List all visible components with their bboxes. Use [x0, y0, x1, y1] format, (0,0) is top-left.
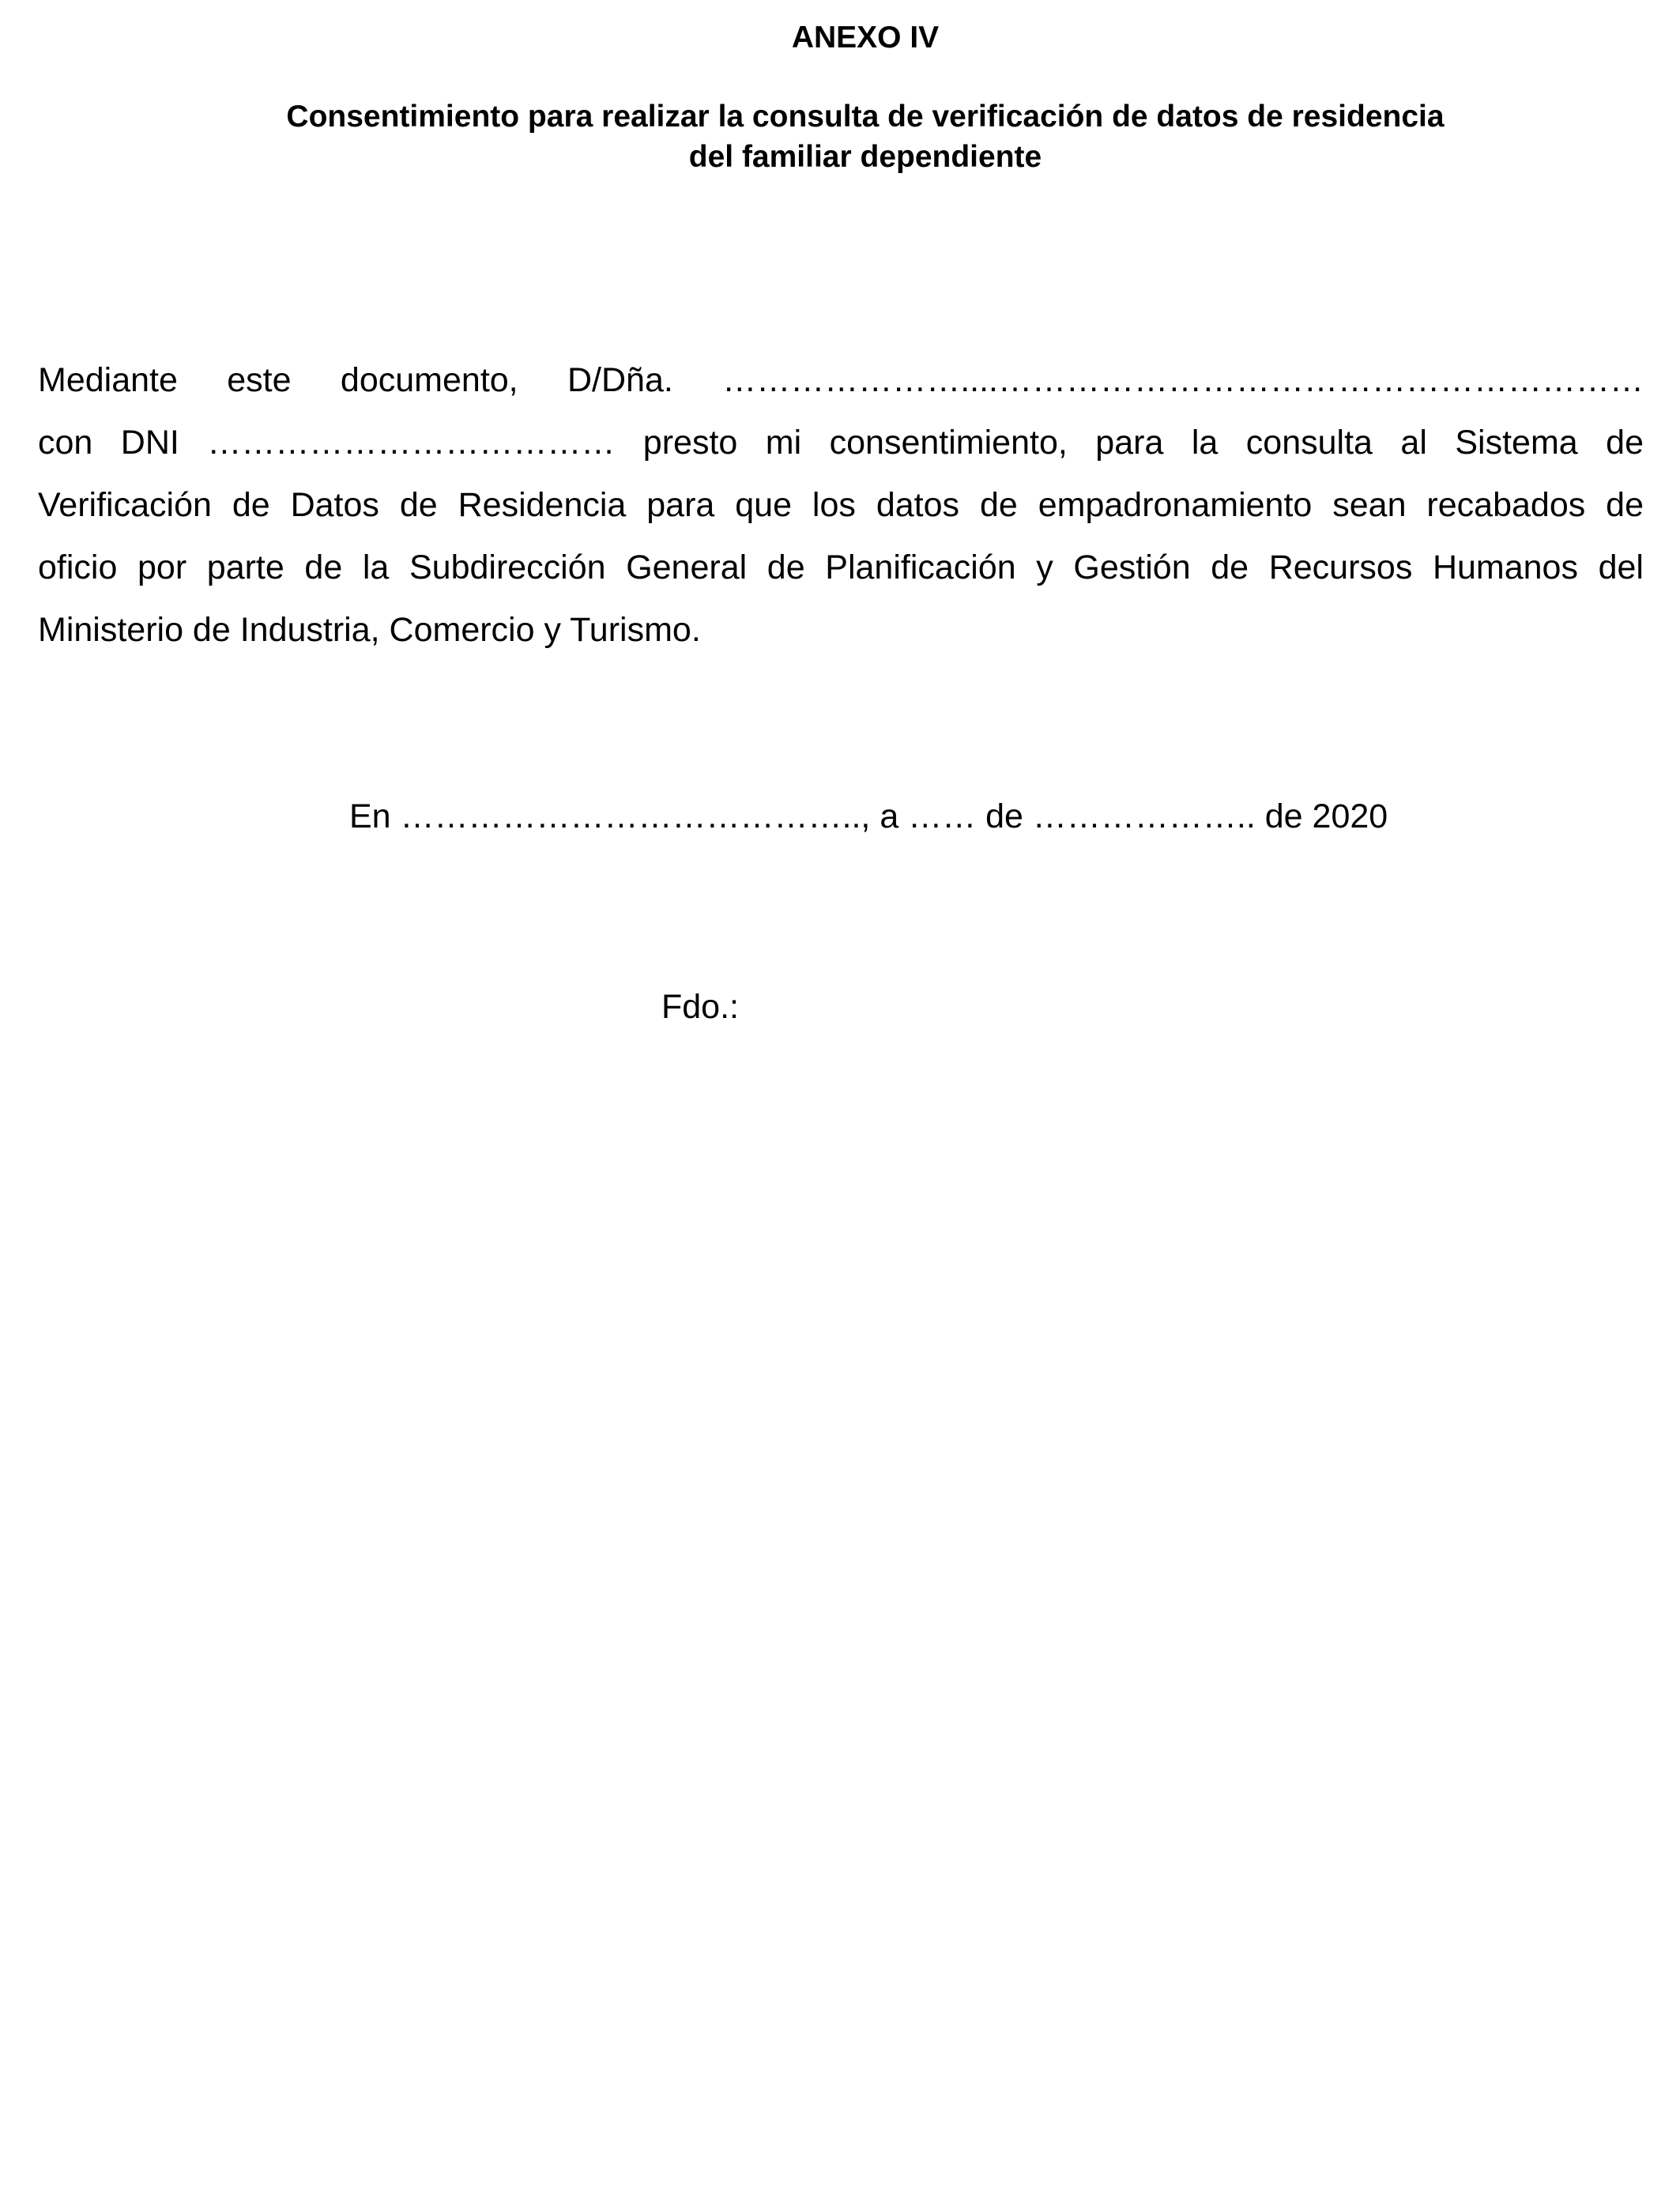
consent-paragraph: [38, 349, 1644, 662]
document-title-line-2: del familiar dependiente: [688, 140, 1042, 174]
consent-line-1: Mediante este documento, D/Dña. …………………....…………………………………………………: [38, 361, 1644, 399]
consent-line-5: Ministerio de Industria, Comercio y Turismo.: [38, 611, 701, 649]
consent-line-3: Verificación de Datos de Residencia para que los datos de empadronamiento sean recabados de: [38, 486, 1644, 524]
place-date-line: En ………………………………….., a …… de ……………….. de 2020: [349, 797, 1388, 835]
document-title-line-1: Consentimiento para realizar la consulta de verificación de datos de residencia: [286, 100, 1445, 134]
consent-line-2: con DNI ……………………………… presto mi consentimiento, para la consulta al Sistema de: [38, 424, 1644, 462]
document-title: [0, 96, 1680, 177]
signature-label: Fdo.:: [661, 988, 739, 1026]
annex-heading: ANEXO IV: [791, 21, 940, 55]
consent-line-4: oficio por parte de la Subdirección General de Planificación y Gestión de Recursos Humanos del: [38, 548, 1644, 586]
